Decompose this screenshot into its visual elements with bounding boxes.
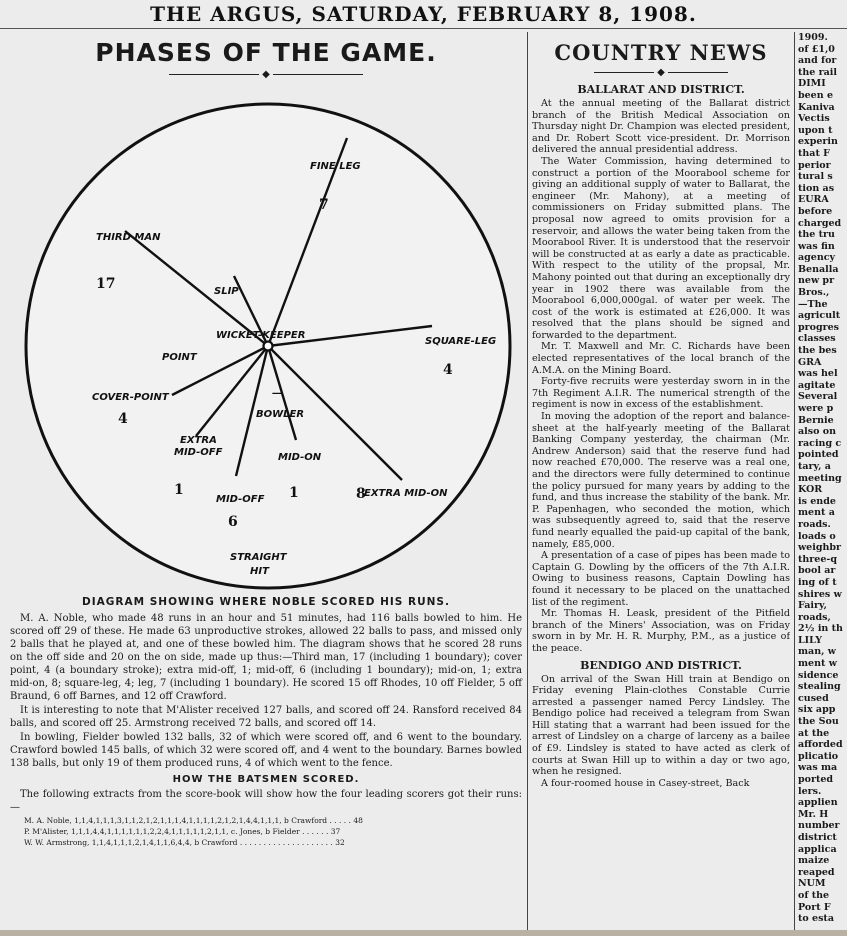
text-line: loads o: [798, 530, 836, 542]
text-line: ment a: [798, 507, 835, 519]
text-line: was hel: [798, 368, 838, 380]
text-line: is ende: [798, 495, 836, 507]
text-line: ment w: [798, 658, 837, 670]
label-fine-leg: FINE LEG: [310, 161, 361, 172]
text-line: the rail: [798, 66, 838, 78]
text-line: classes: [798, 333, 836, 345]
text-line: 1909.: [798, 32, 828, 43]
label-third-man: THIRD MAN: [96, 232, 161, 243]
text-line: —The: [798, 298, 828, 310]
section-title: BENDIGO AND DISTRICT.: [580, 658, 742, 672]
score-line: P. M'Alister, 1,1,1,4,4,1,1,1,1,1,1,2,2,4,1,1,1,1,1,2,1,1, c. Jones, b Fielder . . . . . . 37: [24, 827, 341, 836]
paragraph: The following extracts from the score-book will show how the four leading scorers got their runs:—: [10, 789, 522, 813]
text-line: man, w: [798, 646, 836, 658]
num-square-leg: 4: [443, 362, 453, 378]
text-line: LILY: [798, 634, 822, 646]
paragraph: Forty-five recruits were yesterday sworn in in the 7th Regiment A.I.R. The numerical strength of the regiment is now in excess of the establishment.: [532, 376, 790, 411]
text-line: was ma: [798, 762, 838, 774]
text-line: agitate: [798, 379, 836, 391]
text-line: afforded: [798, 739, 843, 751]
text-line: district: [798, 831, 837, 843]
text-line: weighbr: [798, 542, 842, 554]
article-title: PHASES OF THE GAME.: [95, 38, 437, 67]
text-line: NUM: [798, 878, 826, 890]
label-wicket-keeper: WICKET-KEEPER: [216, 330, 306, 341]
text-line: upon t: [798, 124, 833, 136]
num-mid-off: 6: [228, 514, 238, 530]
text-line: Fairy,: [798, 600, 827, 612]
paragraph: It is interesting to note that M'Alister received 127 balls, and scored off 24. Ransford received 84 balls, and scored off 25. Armstrong received 72 balls, and scored off 14.: [10, 705, 522, 729]
text-line: at the: [798, 727, 830, 739]
text-line: stealing: [798, 681, 841, 693]
score-list: [24, 815, 522, 848]
paragraph: A four-roomed house in Casey-street, Back: [541, 777, 750, 789]
section-title: BALLARAT AND DISTRICT.: [577, 83, 745, 96]
paragraph: Mr. Thomas H. Leask, president of the Pitfield branch of the Miners' Association, was on Friday sworn in by Mr. H. R. Murphy, P.M., as a justice of the peace.: [532, 608, 790, 654]
text-line: were p: [798, 403, 834, 414]
text-line: agency: [798, 252, 836, 264]
num-extra-mid-on: 8: [356, 486, 366, 502]
scan-edge: [0, 930, 847, 936]
score-line: W. W. Armstrong, 1,1,4,1,1,1,2,1,4,1,1,6,4,4, b Crawford . . . . . . . . . . . . . . . . . . . . 32: [24, 838, 345, 847]
paragraph: At the annual meeting of the Ballarat district branch of the British Medical Association on Thursday night Dr. Champion was elected president, and Dr. Robert Scott vice-president. Dr. Morrison delivered the annual presidential address.: [532, 98, 790, 156]
text-line: tural s: [798, 171, 833, 183]
country-news-column: [532, 32, 790, 932]
bowler-marker: —: [272, 388, 282, 399]
text-line: perior: [798, 159, 831, 171]
text-line: meeting: [798, 472, 842, 484]
text-line: of the: [798, 889, 830, 901]
text-line: lers.: [798, 785, 822, 797]
paragraph: In bowling, Fielder bowled 132 balls, 32 of which were scored off, and 6 went to the boundary. Crawford bowled 145 balls, of which 32 were scored off, and 4 went to the boundary. Barnes bowled 138 balls, but only 19 of them produced runs, 4 of which went to the fence.: [10, 732, 522, 769]
text-line: and for: [798, 55, 837, 67]
text-line: shires w: [798, 588, 842, 600]
text-line: applica: [798, 843, 837, 855]
paragraph: In moving the adoption of the report and balance-sheet at the half-yearly meeting of the Ballarat Banking Company yesterday, the chairman (Mr. Andrew Anderson) said that the reserve fund had now reached £70,000. The reserve was a real one, and the directors were fully determined to continue the policy pursued for many years by adding to the fund, and thus increase the stability of the bank. Mr. P. Papenhagen, who seconded the motion, which was subsequently agreed to, said that the reserve fund nearly equalled the paid-up capital of the bank, namely, £85,000.: [532, 411, 790, 550]
text-line: of £1,0: [798, 43, 835, 55]
text-line: tion as: [798, 182, 835, 194]
text-line: maize: [798, 855, 830, 867]
text-line: pointed: [798, 449, 839, 461]
text-line: Benalla: [798, 263, 839, 275]
wicket-marker: [264, 342, 273, 351]
label-mid-on: MID-ON: [278, 452, 322, 463]
text-line: Port F: [798, 901, 831, 913]
text-line: racing c: [798, 437, 842, 449]
text-line: EURA: [798, 194, 829, 206]
num-fine-leg: 7: [319, 197, 329, 213]
text-line: roads.: [798, 518, 831, 530]
ornament-divider: ◆: [532, 67, 790, 79]
text-line: experin: [798, 136, 838, 148]
column-heading: COUNTRY NEWS: [554, 40, 768, 65]
text-line: six app: [798, 704, 836, 716]
text-line: Several: [798, 391, 838, 403]
text-line: reaped: [798, 866, 835, 878]
text-line: sidence: [798, 669, 839, 681]
subheading: HOW THE BATSMEN SCORED.: [172, 774, 360, 785]
label-cover-point: COVER-POINT: [92, 392, 169, 403]
text-line: tary, a: [798, 460, 831, 472]
label-extra: EXTRA: [180, 435, 217, 446]
label-extra-mid-on: EXTRA MID-ON: [364, 488, 448, 499]
num-extra-mid-off: 1: [174, 482, 184, 498]
paragraph: The Water Commission, having determined to construct a portion of the Moorabool scheme for giving an additional supply of water to Ballarat, the engineer (Mr. Mahony), at a meeting of commissioners on Friday submitted plans. The proposal now agreed to omits provision for a reservoir, and allows the water being taken from the Moorabool River. It is understood that the reservoir will be constructed at as early a date as practicable. With respect to the utility of the propsal, Mr. Mahony pointed out that during an exceptionally dry year in 1902 there was available from the Moorabool 6,000,000gal. of water per week. The cost of the work is estimated at £26,000. It was resolved that the plans should be signed and forwarded to the department.: [532, 155, 790, 341]
label-mid-off-extra: MID-OFF: [174, 447, 223, 458]
text-line: KOR: [798, 484, 823, 496]
text-line: 2½ in th: [798, 623, 843, 635]
fielding-diagram: [10, 98, 522, 598]
article-body: [10, 612, 522, 848]
num-cover-point: 4: [118, 411, 128, 427]
text-line: to esta: [798, 913, 834, 925]
text-line: also on: [798, 426, 836, 438]
column-rule: [527, 32, 528, 930]
num-third-man: 17: [96, 276, 116, 292]
text-line: ported: [798, 774, 834, 785]
score-line: M. A. Noble, 1,1,4,1,1,1,3,1,1,2,1,2,1,1,1,4,1,1,1,1,2,1,2,1,4,4,1,1,1, b Crawford . . . . . 48: [24, 816, 363, 825]
text-line: plicatio: [798, 750, 839, 762]
label-straight: STRAIGHT: [230, 552, 287, 563]
article-phases-of-the-game: [10, 30, 522, 930]
text-line: the bes: [798, 345, 837, 357]
label-hit: HIT: [250, 566, 269, 577]
text-line: the Sou: [798, 716, 839, 728]
truncated-column: [798, 32, 847, 932]
text-line: charged: [798, 217, 842, 229]
label-square-leg: SQUARE-LEG: [425, 336, 497, 347]
num-mid-on: 1: [289, 485, 299, 501]
text-line: Kaniva: [798, 101, 835, 113]
paragraph: A presentation of a case of pipes has been made to Captain G. Dowling by the officers of the 7th A.I.R. Owing to business reasons, Captain Dowling has found it necessary to be placed on the unattached list of the regiment.: [532, 550, 790, 608]
diagram-caption: DIAGRAM SHOWING WHERE NOBLE SCORED HIS RUNS.: [82, 596, 450, 608]
text-line: Vectis: [798, 113, 830, 125]
text-line: agricult: [798, 310, 841, 322]
label-point: POINT: [162, 352, 197, 363]
text-line: that F: [798, 147, 830, 159]
text-line: Bernie: [798, 414, 834, 426]
text-line: was fin: [798, 240, 835, 252]
text-line: Mr. H: [798, 808, 829, 820]
masthead: THE ARGUS, SATURDAY, FEBRUARY 8, 1908.: [0, 0, 847, 29]
text-line: new pr: [798, 275, 835, 287]
text-line: Bros.,: [798, 287, 830, 299]
text-line: bool ar: [798, 565, 836, 577]
paragraph: M. A. Noble, who made 48 runs in an hour and 51 minutes, had 116 balls bowled to him. He scored off 29 of these. He made 63 unproductive strokes, allowed 22 balls to pass, and missed only 2 balls that he played at, and one of these bowled him. The diagram shows that he scored 28 runs on the off side and 20 on the on side, made up thus:—Third man, 17 (including 1 boundary); cover point, 4 (a boundary stroke); extra mid-off, 1; mid-off, 6 (including 1 boundary); mid-on, 1; extra mid-on, 8; square-leg, 4; leg, 7 (including 1 boundary). He scored 15 off Rhodes, 10 off Fielder, 5 off Braund, 6 off Barnes, and 12 off Crawford.: [10, 613, 522, 702]
text-line: cused: [798, 692, 829, 704]
text-line: number: [798, 820, 840, 832]
text-line: roads,: [798, 611, 831, 623]
text-line: applien: [798, 797, 838, 809]
paragraph: On arrival of the Swan Hill train at Bendigo on Friday evening Plain-clothes Constable Currie arrested a passenger named Percy Lindsley. The Bendigo police had received a telegram from Swan Hill stating that a warrant had been issued for the arrest of Lindsley on a charge of larceny as a bailee of £9. Lindsley is stated to have acted as clerk of courts at Swan Hill up to within a day or two ago, when he resigned.: [532, 673, 790, 778]
text-line: ing of t: [798, 576, 837, 588]
paragraph: Mr. T. Maxwell and Mr. C. Richards have been elected representatives of the local branch of the A.M.A. on the Mining Board.: [532, 341, 790, 376]
text-line: three-q: [798, 553, 837, 565]
label-mid-off: MID-OFF: [216, 494, 265, 505]
ornament-divider: ◆: [10, 69, 522, 81]
text-line: been e: [798, 89, 833, 101]
text-line: before: [798, 205, 833, 217]
label-bowler: BOWLER: [256, 409, 305, 420]
label-slip: SLIP: [214, 286, 239, 297]
text-line: progres: [798, 321, 840, 333]
text-line: DIMI: [798, 78, 826, 90]
text-line: GRA: [798, 356, 822, 368]
text-line: the tru: [798, 229, 835, 241]
column-rule: [794, 32, 795, 930]
